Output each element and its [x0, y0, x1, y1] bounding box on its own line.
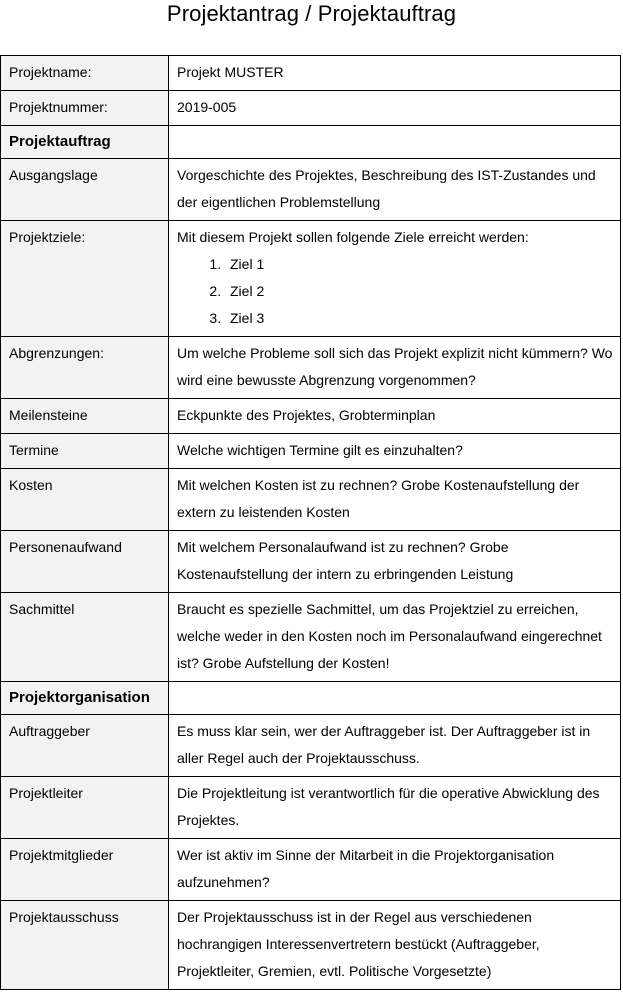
row-personenaufwand — [1, 531, 621, 593]
row-projektausschuss — [1, 901, 621, 990]
row-projektnummer — [1, 91, 621, 126]
row-abgrenzungen — [1, 337, 621, 399]
label-kosten: Kosten — [1, 469, 169, 531]
row-projektziele — [1, 221, 621, 337]
label-abgrenzungen: Abgrenzungen: — [1, 337, 169, 399]
label-projektnummer: Projektnummer: — [1, 91, 169, 126]
label-personenaufwand: Personenaufwand — [1, 531, 169, 593]
value-projektmitglieder: Wer ist aktiv im Sinne der Mitarbeit in die Projektorganisation aufzunehmen? — [169, 839, 621, 901]
value-sachmittel: Braucht es spezielle Sachmittel, um das Projektziel zu erreichen, welche weder in den Kosten noch im Personalaufwand eingerechnet ist? Grobe Aufstellung der Kosten! — [169, 593, 621, 682]
document-title: Projektantrag / Projektauftrag — [166, 1, 457, 26]
label-meilensteine: Meilensteine — [1, 399, 169, 434]
value-abgrenzungen: Um welche Probleme soll sich das Projekt explizit nicht kümmern? Wo wird eine bewusste Abgrenzung vorgenommen? — [169, 337, 621, 399]
section-heading-projektorganisation: Projektorganisation — [1, 682, 169, 715]
row-projektleiter — [1, 777, 621, 839]
value-projektausschuss: Der Projektausschuss ist in der Regel aus verschiedenen hochrangigen Interessenvertretern bestückt (Auftraggeber, Projektleiter, Gremien, evtl. Politische Vorgesetzte) — [169, 901, 621, 990]
row-projektname — [1, 56, 621, 91]
label-projektmitglieder: Projektmitglieder — [1, 839, 169, 901]
goal-item: 3. Ziel 3 — [225, 305, 615, 332]
section-empty-cell — [169, 682, 621, 715]
label-projektziele: Projektziele: — [1, 221, 169, 337]
label-projektausschuss: Projektausschuss — [1, 901, 169, 990]
goal-item: 2. Ziel 2 — [225, 278, 615, 305]
value-auftraggeber: Es muss klar sein, wer der Auftraggeber ist. Der Auftraggeber ist in aller Regel auch der Projektausschuss. — [169, 715, 621, 777]
label-sachmittel: Sachmittel — [1, 593, 169, 682]
row-meilensteine — [1, 399, 621, 434]
value-projektziele — [169, 221, 621, 337]
value-personenaufwand: Mit welchem Personalaufwand ist zu rechnen? Grobe Kostenaufstellung der intern zu erbringenden Leistung — [169, 531, 621, 593]
label-projektname: Projektname: — [1, 56, 169, 91]
row-ausgangslage — [1, 159, 621, 221]
section-empty-cell — [169, 126, 621, 159]
row-kosten — [1, 469, 621, 531]
projektziele-intro: Mit diesem Projekt sollen folgende Ziele erreicht werden: — [177, 229, 529, 245]
label-auftraggeber: Auftraggeber — [1, 715, 169, 777]
goals-list — [177, 251, 615, 332]
row-projektmitglieder — [1, 839, 621, 901]
value-projektleiter: Die Projektleitung ist verantwortlich für die operative Abwicklung des Projektes. — [169, 777, 621, 839]
value-termine: Welche wichtigen Termine gilt es einzuhalten? — [169, 434, 621, 469]
label-projektleiter: Projektleiter — [1, 777, 169, 839]
goal-item: 1. Ziel 1 — [225, 251, 615, 278]
value-projektname: Projekt MUSTER — [169, 56, 621, 91]
value-projektnummer: 2019-005 — [169, 91, 621, 126]
row-sachmittel — [1, 593, 621, 682]
section-heading-projektauftrag: Projektauftrag — [1, 126, 169, 159]
row-termine — [1, 434, 621, 469]
row-auftraggeber — [1, 715, 621, 777]
value-ausgangslage: Vorgeschichte des Projektes, Beschreibung des IST-Zustandes und der eigentlichen Problemstellung — [169, 159, 621, 221]
value-kosten: Mit welchen Kosten ist zu rechnen? Grobe Kostenaufstellung der extern zu leistenden Kosten — [169, 469, 621, 531]
section-projektorganisation — [1, 682, 621, 715]
label-termine: Termine — [1, 434, 169, 469]
section-projektauftrag — [1, 126, 621, 159]
value-meilensteine: Eckpunkte des Projektes, Grobterminplan — [169, 399, 621, 434]
project-table — [0, 55, 621, 990]
label-ausgangslage: Ausgangslage — [1, 159, 169, 221]
